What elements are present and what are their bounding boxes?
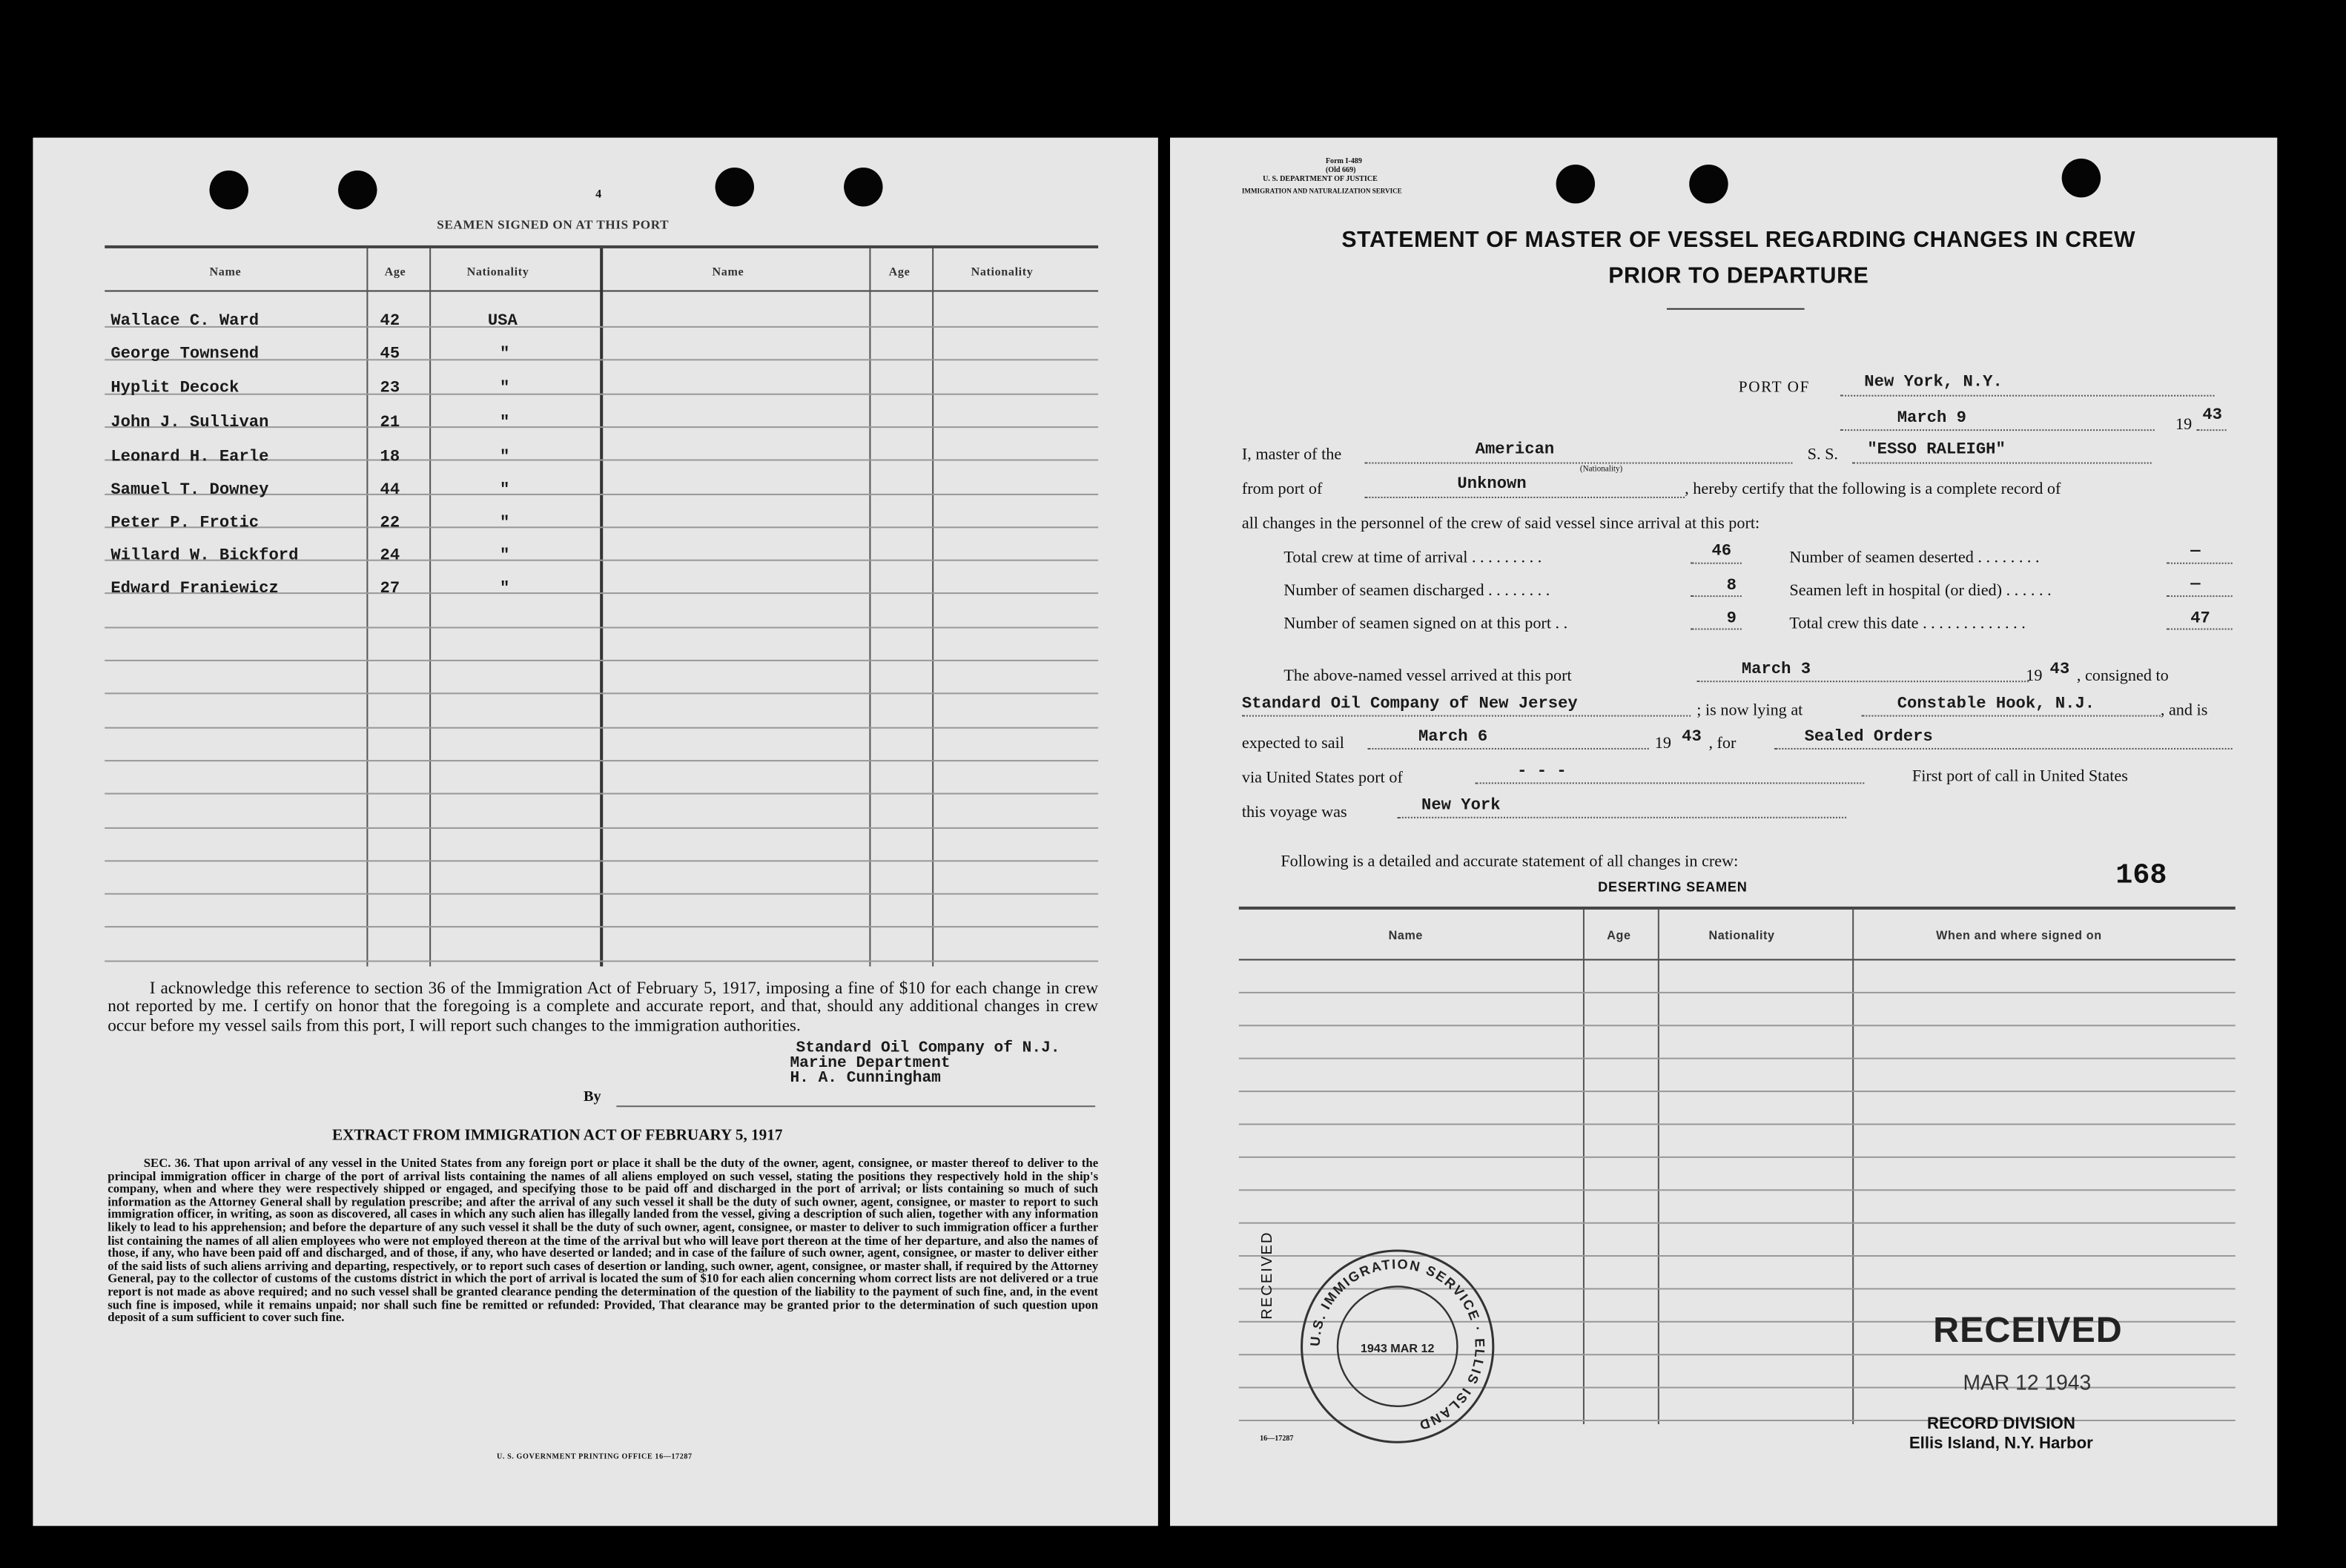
seaman-age: 42 — [380, 312, 400, 331]
seaman-nationality: " — [499, 414, 510, 433]
via-value: - - - — [1517, 763, 1567, 781]
stat-underline — [2167, 595, 2233, 597]
lying-underline — [1861, 715, 2161, 717]
row-rule — [105, 793, 1098, 794]
nationality-underline — [1364, 463, 1792, 464]
seaman-name: George Townsend — [110, 345, 260, 364]
table-top-rule — [105, 245, 1098, 248]
seaman-age: 45 — [380, 345, 400, 364]
stat-underline — [2167, 563, 2233, 564]
seaman-age: 27 — [380, 580, 400, 599]
round-stamp-date: 1943 MAR 12 — [1360, 1342, 1435, 1356]
table-top-rule — [1239, 907, 2236, 909]
row-rule — [1239, 1189, 2236, 1191]
seaman-age: 23 — [380, 380, 400, 398]
punch-hole — [1689, 165, 1728, 203]
stat-label: Number of seamen signed on at this port . . — [1283, 615, 1568, 633]
left-page — [33, 138, 1157, 1526]
stat-value: 46 — [1711, 543, 1732, 561]
seaman-name: Samuel T. Downey — [110, 481, 269, 500]
certification-text: I acknowledge this reference to section 36 of the Immigration Act of February 5, 1917, imposing a fine of $10 for each change in crew not reported by me. I certify on honor that the foregoing is a complete and accurate report, and that, should any additional changes in crew occur before my vessel sails from this port, I will report such changes to the immigration authorities. — [108, 979, 1099, 1036]
form-subtitle: PRIOR TO DEPARTURE — [1608, 263, 1869, 289]
stat-value: — — [2190, 543, 2201, 561]
seaman-name: Hyplit Decock — [110, 380, 239, 398]
col-header-nationality: Nationality — [466, 265, 529, 279]
seaman-nationality: " — [499, 547, 510, 566]
seaman-nationality: " — [499, 449, 510, 467]
seaman-name: Wallace C. Ward — [110, 312, 260, 331]
all-changes-text: all changes in the personnel of the crew of said vessel since arrival at this port: — [1241, 515, 1760, 533]
col-header-name: Name — [1388, 929, 1424, 943]
table-header-rule — [1239, 959, 2236, 960]
date-value: March 9 — [1897, 409, 1966, 429]
destination-underline — [1774, 748, 2232, 750]
received-stamp-date: MAR 12 1943 — [1963, 1370, 2092, 1395]
ss-label: S. S. — [1807, 446, 1838, 464]
seaman-age: 22 — [380, 515, 400, 533]
consignee-value: Standard Oil Company of New Jersey — [1241, 695, 1578, 714]
stat-value: 9 — [1726, 610, 1737, 629]
from-port-value: Unknown — [1457, 475, 1527, 494]
printer-line: U. S. GOVERNMENT PRINTING OFFICE 16—17287 — [496, 1454, 693, 1462]
certify-text: , hereby certify that the following is a complete record of — [1685, 480, 2061, 498]
first-port-label: First port of call in United States — [1912, 767, 2128, 786]
sail-date-underline — [1367, 748, 1648, 750]
arrived-underline — [1696, 681, 2029, 682]
stat-label: Seamen left in hospital (or died) . . . . . . — [1789, 581, 2052, 601]
form-title: STATEMENT OF MASTER OF VESSEL REGARDING CHANGES IN CREW — [1341, 227, 2136, 254]
seaman-nationality: " — [499, 580, 510, 599]
punch-hole — [210, 171, 248, 209]
row-rule — [105, 893, 1098, 895]
punch-hole — [716, 168, 754, 206]
stat-underline — [1691, 595, 1742, 597]
col-header-when-where: When and where signed on — [1936, 929, 2102, 943]
row-rule — [1239, 1123, 2236, 1125]
column-divider — [869, 248, 870, 967]
lying-value: Constable Hook, N.J. — [1897, 695, 2095, 714]
voyage-label: this voyage was — [1241, 803, 1347, 821]
row-rule — [1239, 1058, 2236, 1059]
seaman-nationality: " — [499, 515, 510, 533]
seaman-name: Peter P. Frotic — [110, 515, 260, 533]
row-rule — [105, 394, 1098, 395]
form-header-line: (Old 669) — [1325, 168, 1356, 176]
col-header-age: Age — [1607, 929, 1631, 943]
title-rule — [1667, 308, 1805, 310]
vessel-name: "ESSO RALEIGH" — [1867, 441, 2006, 460]
stat-label: Number of seamen discharged . . . . . . . . — [1283, 581, 1550, 601]
form-header-line: U. S. DEPARTMENT OF JUSTICE — [1263, 176, 1378, 185]
row-rule — [1239, 992, 2236, 993]
seaman-name: Willard W. Bickford — [110, 547, 299, 566]
sail-date: March 6 — [1418, 728, 1488, 747]
punch-hole — [2062, 159, 2101, 197]
row-rule — [105, 660, 1098, 661]
column-divider — [600, 248, 602, 967]
row-rule — [105, 860, 1098, 861]
stat-value: — — [2190, 575, 2201, 595]
lying-label: ; is now lying at — [1696, 701, 1803, 720]
via-underline — [1476, 782, 1865, 784]
received-stamp-location: Ellis Island, N.Y. Harbor — [1909, 1435, 2093, 1453]
seaman-nationality: " — [499, 481, 510, 500]
from-port-label: from port of — [1241, 480, 1323, 498]
row-rule — [105, 827, 1098, 829]
punch-hole — [844, 168, 882, 206]
voyage-value: New York — [1421, 797, 1501, 816]
consigned-label: , consigned to — [2076, 666, 2169, 686]
extract-title: EXTRACT FROM IMMIGRATION ACT OF FEBRUARY 5, 1917 — [331, 1128, 783, 1145]
column-divider — [1852, 910, 1854, 1424]
punch-hole — [338, 171, 377, 209]
company-stamp-line: H. A. Cunningham — [790, 1069, 941, 1088]
col-header-name-2: Name — [712, 265, 744, 279]
nationality-value: American — [1475, 441, 1555, 460]
column-divider — [366, 248, 368, 967]
row-rule — [105, 960, 1098, 962]
seaman-name: John J. Sullivan — [110, 414, 269, 433]
form-header-line: IMMIGRATION AND NATURALIZATION SERVICE — [1241, 187, 1402, 195]
punch-hole — [1556, 165, 1595, 203]
from-port-underline — [1364, 497, 1685, 498]
round-stamp-ring-text: U.S. IMMIGRATION SERVICE · ELLIS ISLAND — [1307, 1256, 1487, 1433]
col-header-nationality-2: Nationality — [971, 265, 1034, 279]
company-stamp-line: Standard Oil Company of N.J. — [796, 1039, 1060, 1058]
seaman-age: 18 — [380, 449, 400, 467]
seaman-nationality: " — [499, 380, 510, 398]
row-rule — [1239, 1223, 2236, 1224]
received-stamp-division: RECORD DIVISION — [1927, 1415, 2075, 1434]
sail-year: 43 — [1682, 728, 1702, 747]
column-divider — [429, 248, 431, 967]
col-header-age-2: Age — [888, 265, 911, 279]
col-header-name: Name — [209, 265, 242, 279]
year-underline — [2196, 429, 2226, 431]
stat-label: Total crew this date . . . . . . . . . . . . . — [1789, 615, 2026, 633]
following-text: Following is a detailed and accurate statement of all changes in crew: — [1281, 853, 1739, 871]
row-rule — [105, 760, 1098, 761]
row-rule — [105, 627, 1098, 629]
port-of-underline — [1840, 395, 2214, 397]
date-underline — [1840, 429, 2155, 431]
page-number: 4 — [595, 187, 602, 201]
date-year: 43 — [2202, 406, 2222, 426]
immigration-round-stamp — [1296, 1245, 1499, 1448]
seaman-age: 24 — [380, 547, 400, 566]
seaman-age: 21 — [380, 414, 400, 433]
expected-label: expected to sail — [1241, 734, 1344, 753]
deserting-title: DESERTING SEAMEN — [1598, 879, 1748, 895]
nationality-caption: (Nationality) — [1579, 465, 1623, 474]
stat-label: Number of seamen deserted . . . . . . . . — [1789, 549, 2040, 567]
printer-line: 16—17287 — [1260, 1436, 1294, 1444]
stat-underline — [1691, 563, 1742, 564]
column-divider — [932, 248, 934, 967]
column-divider — [1583, 910, 1585, 1424]
port-of-label: PORT OF — [1738, 380, 1810, 397]
column-divider — [1658, 910, 1659, 1424]
row-rule — [105, 727, 1098, 729]
col-header-nationality: Nationality — [1708, 929, 1775, 943]
extract-text: SEC. 36. That upon arrival of any vessel in the United States from any foreign port or place it shall be the duty of the owner, agent, consignee, or master thereof to deliver to the principal immigration officer in charge of the port of arrival lists containing the names of all aliens employed on such vessel, stating the positions they respectively hold in the ship's company, when and where they were respectively shipped or engaged, and specifying those to be paid off and discharged in the port of arrival; or lists containing so much of such information as the Attorney General shall by regulation prescribe; and after the arrival of any such vessel it shall be the duty of such owner, agent, consignee, or master to report to such immigration officer, in writing, as soon as discovered, all cases in which any such alien has illegally landed from the vessel, giving a description of such alien, together with any information likely to lead to his apprehension; and before the departure of any such vessel it shall be the duty of such owner, agent, consignee, or master to deliver to such immigration officer a further list containing the names of all alien employees who were not employed thereon at the time of the arrival but who will leave port thereon at the time of her departure, and also the names of those, if any, who have been paid off and discharged, and of those, if any, who have deserted or landed; and in case of the failure of such owner, agent, consignee, or master to deliver either of the said lists of such aliens arriving and departing, respectively, or to report such cases of desertion or landing, such owner, agent, consignee, or master shall, if required by the Attorney General, pay to the collector of customs of the customs district in which the port of arrival is located the sum of $10 for each alien concerning whom correct lists are not delivered or a true report is not made as above required; and no such vessel shall be granted clearance pending the determination of the question of the liability to the payment of such fine, and, in the event such fine is imposed, while it remains unpaid; nor shall such fine be remitted or refunded: Provided, That clearance may be granted prior to the determination of such question upon deposit of a sum sufficient to cover such fine. — [108, 1156, 1099, 1325]
page-count: 168 — [2115, 859, 2167, 892]
row-rule — [105, 692, 1098, 694]
stat-value: 47 — [2190, 610, 2210, 629]
voyage-underline — [1398, 817, 1846, 818]
form-header-line: Form I-489 — [1325, 158, 1362, 166]
seaman-nationality: USA — [487, 312, 518, 331]
year-prefix: 19 — [2175, 415, 2193, 434]
row-rule — [1239, 1025, 2236, 1026]
sail-year-prefix: 19 — [1654, 734, 1671, 753]
stat-value: 8 — [1726, 577, 1737, 596]
for-label: , for — [1708, 734, 1737, 753]
section-title: SEAMEN SIGNED ON AT THIS PORT — [437, 216, 670, 232]
arrived-year-prefix: 19 — [2026, 666, 2043, 686]
stat-label: Total crew at time of arrival . . . . . . . . . — [1283, 549, 1542, 567]
seaman-nationality: " — [499, 345, 510, 364]
port-of-value: New York, N.Y. — [1864, 374, 2003, 392]
seaman-name: Leonard H. Earle — [110, 449, 269, 467]
seaman-age: 44 — [380, 481, 400, 500]
row-rule — [1239, 1091, 2236, 1092]
arrived-date: March 3 — [1741, 661, 1811, 680]
side-received: RECEIVED — [1260, 1231, 1277, 1320]
master-label: I, master of the — [1241, 446, 1342, 464]
col-header-age: Age — [384, 265, 406, 279]
and-is-label: , and is — [2160, 701, 2208, 720]
signature-line — [616, 1105, 1095, 1107]
via-label: via United States port of — [1241, 769, 1403, 787]
by-label: By — [583, 1089, 601, 1106]
row-rule — [1239, 1157, 2236, 1158]
company-stamp-line: Marine Department — [790, 1054, 951, 1073]
consignee-underline — [1242, 715, 1691, 717]
row-rule — [105, 926, 1098, 927]
received-stamp-title: RECEIVED — [1933, 1310, 2123, 1352]
seaman-name: Edward Franiewicz — [110, 580, 279, 599]
stat-underline — [2167, 629, 2233, 630]
stat-underline — [1691, 629, 1742, 630]
vessel-underline — [1852, 463, 2152, 464]
right-page — [1170, 138, 2277, 1526]
arrived-year: 43 — [2049, 661, 2070, 680]
destination-value: Sealed Orders — [1804, 728, 1933, 747]
arrived-label: The above-named vessel arrived at this port — [1283, 666, 1572, 686]
